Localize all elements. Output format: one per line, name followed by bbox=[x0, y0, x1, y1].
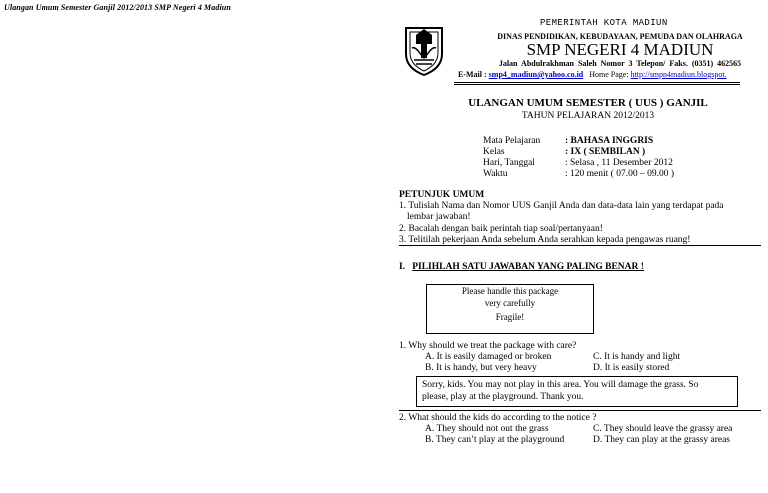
instructions-divider bbox=[399, 245, 761, 246]
section-title: PILIHLAH SATU JAWABAN YANG PALING BENAR ! bbox=[412, 262, 644, 272]
section-heading bbox=[399, 262, 644, 272]
question-2: 2. What should the kids do according to the notice ? bbox=[399, 413, 597, 423]
letterhead-address: Jalan Abdulrakhman Saleh Nomor 3 Telepon/ Faks. (0351) 462565 bbox=[498, 59, 742, 68]
email-link[interactable]: smp4_madiun@yahoo.co.id bbox=[488, 70, 584, 79]
letterhead-department: DINAS PENDIDIKAN, KEBUDAYAAN, PEMUDA DAN OLAHRAGA bbox=[497, 32, 743, 41]
question-1-option-b: B. It is handy, but very heavy bbox=[425, 363, 537, 373]
question-divider bbox=[399, 410, 761, 411]
question-1-option-c: C. It is handy and light bbox=[593, 352, 681, 362]
letterhead-contact bbox=[458, 70, 758, 79]
question-2-option-c: C. They should leave the grassy area bbox=[593, 424, 733, 434]
info-value: : BAHASA INGGRIS bbox=[565, 136, 654, 146]
section-number: I. bbox=[399, 262, 406, 272]
info-key: Kelas bbox=[483, 147, 505, 157]
instruction-item: lembar jawaban! bbox=[407, 212, 471, 223]
homepage-link[interactable]: http://smpn4madiun.blogspot. bbox=[630, 70, 727, 79]
info-row bbox=[483, 169, 674, 180]
info-value: : 120 menit ( 07.00 – 09.00 ) bbox=[565, 169, 674, 179]
info-key: Waktu bbox=[483, 169, 508, 179]
notice-line: very carefully bbox=[484, 298, 536, 308]
instructions-heading: PETUNJUK UMUM bbox=[399, 190, 485, 200]
instruction-item: 1. Tulislah Nama dan Nomor UUS Ganjil Anda dan data-data lain yang terdapat pada bbox=[399, 201, 724, 212]
info-value: : IX ( SEMBILAN ) bbox=[565, 147, 646, 157]
info-key: Mata Pelajaran bbox=[483, 136, 541, 146]
info-row bbox=[483, 136, 674, 147]
question-1: 1. Why should we treat the package with care? bbox=[399, 341, 577, 351]
madiun-city-seal-icon bbox=[402, 24, 446, 76]
notice-line: Fragile! bbox=[495, 312, 525, 322]
letterhead-divider bbox=[454, 82, 740, 85]
exam-title: ULANGAN UMUM SEMESTER ( UUS ) GANJIL bbox=[468, 97, 708, 109]
notice-line: Please handle this package bbox=[461, 286, 559, 296]
question-1-option-a: A. It is easily damaged or broken bbox=[425, 352, 552, 362]
instruction-item: 2. Bacalah dengan baik perintah tiap soal/pertanyaan! bbox=[399, 223, 603, 234]
email-label: E-Mail : bbox=[458, 70, 487, 79]
info-key: Hari, Tanggal bbox=[483, 158, 535, 168]
question-1-option-d: D. It is easily stored bbox=[593, 363, 670, 373]
exam-year: TAHUN PELAJARAN 2012/2013 bbox=[521, 111, 655, 121]
notice-line: Sorry, kids. You may not play in this area. You will damage the grass. So bbox=[422, 380, 699, 390]
notice-box-grass bbox=[416, 376, 738, 407]
instruction-item: 3. Telitilah pekerjaan Anda sebelum Anda serahkan kepada pengawas ruang! bbox=[399, 234, 691, 245]
homepage-label: Home Page: bbox=[589, 70, 629, 79]
question-2-option-a: A. They should not out the grass bbox=[425, 424, 549, 434]
running-header: Ulangan Umum Semester Ganjil 2012/2013 SMP Negeri 4 Madiun bbox=[4, 3, 231, 12]
notice-box-package bbox=[426, 284, 594, 334]
general-instructions bbox=[399, 190, 761, 246]
question-2-option-d: D. They can play at the grassy areas bbox=[593, 435, 730, 445]
letterhead-government: PEMERINTAH KOTA MADIUN bbox=[540, 18, 668, 28]
exam-info bbox=[483, 136, 674, 180]
info-value: : Selasa , 11 Desember 2012 bbox=[565, 158, 673, 168]
notice-line: please, play at the playground. Thank you. bbox=[422, 392, 584, 402]
info-row bbox=[483, 147, 674, 158]
info-row bbox=[483, 158, 674, 169]
letterhead-school-name: SMP NEGERI 4 MADIUN bbox=[526, 40, 714, 59]
question-2-option-b: B. They can’t play at the playground bbox=[425, 435, 565, 445]
